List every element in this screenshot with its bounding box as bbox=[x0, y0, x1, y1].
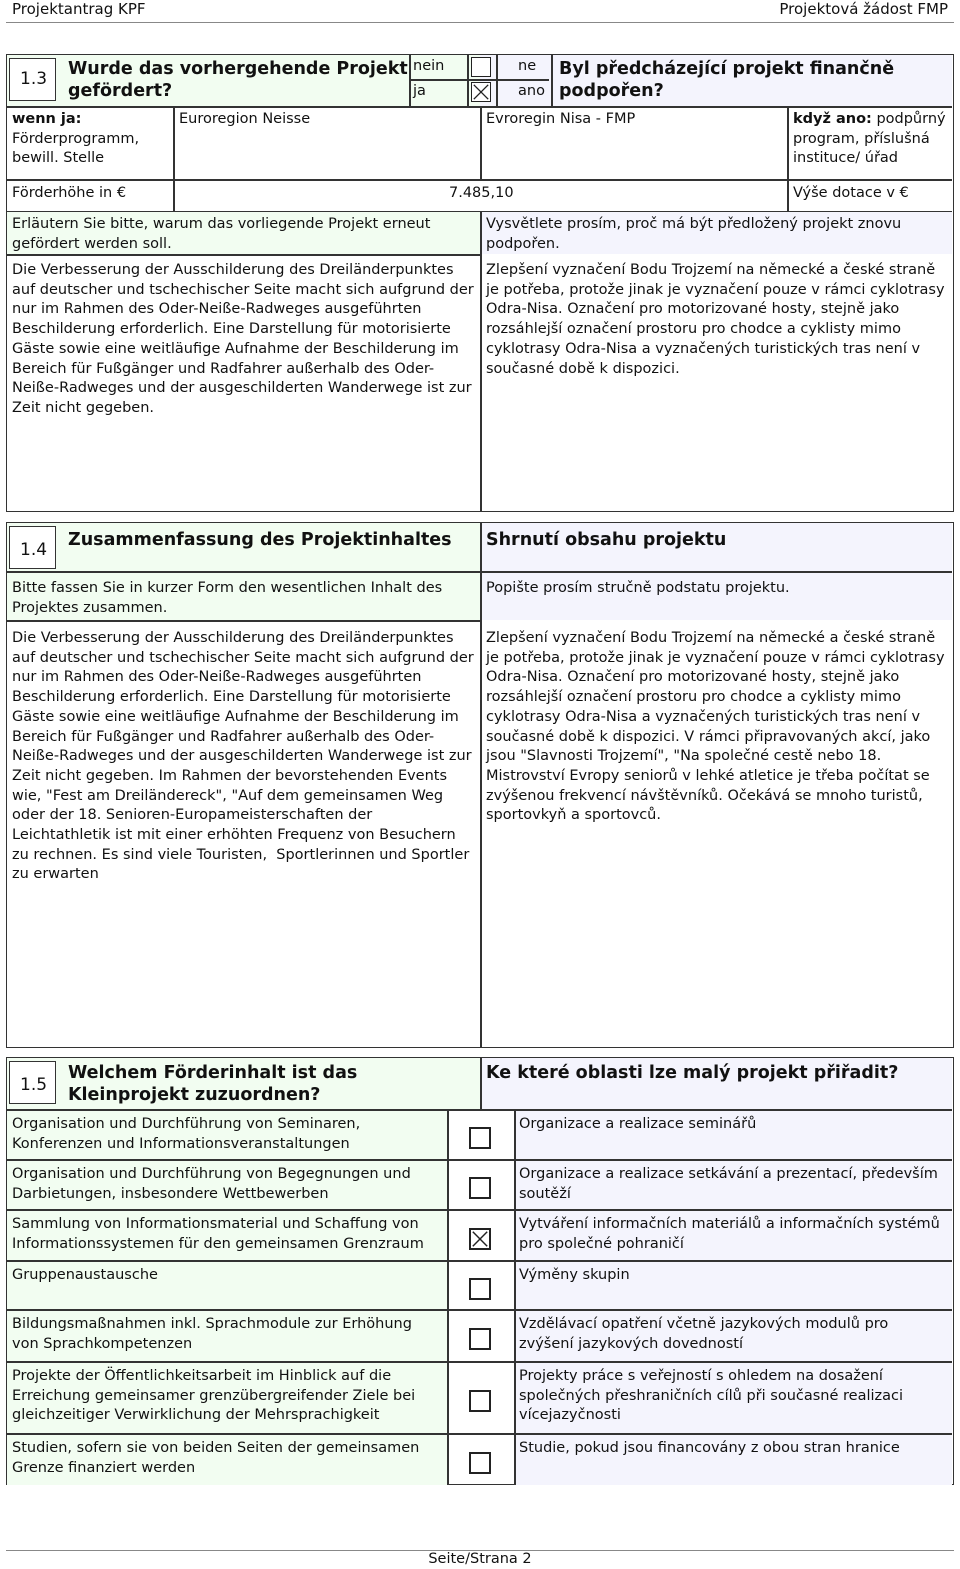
divider bbox=[514, 1433, 516, 1485]
header-left: Projektantrag KPF bbox=[12, 0, 146, 18]
section-number: 1.5 bbox=[20, 1075, 48, 1095]
option-label-de: Bildungsmaßnahmen inkl. Sprachmodule zur Erhöhung von Sprachkompetenzen bbox=[12, 1316, 417, 1352]
divider bbox=[447, 1433, 449, 1485]
divider bbox=[480, 523, 482, 1047]
wenn-ja-rest: Förderprogramm, bewill. Stelle bbox=[12, 130, 144, 167]
divider bbox=[480, 1058, 482, 1109]
header-rule bbox=[6, 22, 954, 23]
checkbox-ja[interactable] bbox=[471, 82, 491, 102]
option-label-de: Sammlung von Informationsmaterial und Schaffung von Informationssystemen für den gemeinsamen Grenzraum bbox=[12, 1216, 424, 1252]
s13-body-cz: Zlepšení vyznačení Bodu Trojzemí na německé a české straně je potřeba, protože jinak je vyznačení pouze v rámci cyklotrasy Odra-Nisa. Označení pro motorizované hosty, stejně jako rozsáhlejší označení prostoru pro chodce a cyklisty mimo cyklotrasy Odra-Nisa a vyznačených turistických tras není v současné době k dispozici. bbox=[486, 262, 950, 377]
s14-body-de: Die Verbesserung der Ausschilderung des Dreiländerpunktes auf deutscher und tschechischer Seite macht sich aufgrund der nur im Rahmen des Oder-Neiße-Radweges ausgeführten Beschilderung erforderlich. Eine Darstellung für motorisierte Gäste sowie eine weitläufige Aufnahme der Beschilderung im Bereich für Fußgänger und Radfahrer außerhalb des Oder-Neiße-Radweges und der ausgeschilderten Wanderwege ist zur Zeit nicht gegeben. Im Rahmen der bevorstehenden Events wie, "Fest am Dreiländereck", "Auf dem gemeinsamen Weg oder der 18. Senioren-Europameisterschaften der Leichtathletik ist mit einer erhöhten Frequenz von Besuchern zu rechnen. Es sind viele Touristen, Sportlerinnen und Sportler zu erwarten bbox=[12, 630, 479, 883]
section-number-box bbox=[9, 526, 56, 569]
s14-title-de: Zusammenfassung des Projektinhaltes bbox=[68, 530, 452, 550]
divider bbox=[551, 55, 553, 106]
option-label-cz: Vytváření informačních materiálů a informačních systémů pro společné pohraničí bbox=[519, 1216, 945, 1252]
divider bbox=[7, 620, 480, 622]
divider bbox=[514, 1159, 516, 1209]
divider bbox=[409, 79, 549, 81]
ja-label: ja bbox=[413, 83, 426, 99]
s13-question-de: Wurde das vorhergehende Projekt gefördert? bbox=[68, 59, 408, 101]
divider bbox=[173, 179, 175, 211]
program-de: Euroregion Neisse bbox=[179, 111, 311, 127]
x-mark-icon bbox=[472, 83, 490, 101]
foerderhoehe-value: 7.485,10 bbox=[449, 185, 514, 201]
ano-label: ano bbox=[518, 83, 545, 99]
option-label-cz: Vzdělávací opatření včetně jazykových modulů pro zvýšení jazykových dovedností bbox=[519, 1316, 893, 1352]
kdyz-ano-bold: když ano: bbox=[793, 111, 872, 127]
option-label-cz: Studie, pokud jsou financovány z obou stran hranice bbox=[519, 1440, 900, 1456]
option-checkbox[interactable] bbox=[469, 1452, 491, 1474]
divider bbox=[496, 55, 498, 106]
divider bbox=[7, 254, 480, 256]
vysvetlete-instruction: Vysvětlete prosím, proč má být předložený projekt znovu podpořen. bbox=[486, 216, 906, 252]
s14-body-cz: Zlepšení vyznačení Bodu Trojzemí na německé a české straně je potřeba, protože jinak je vyznačení pouze v rámci cyklotrasy Odra-Nisa. Označení pro motorizované hosty, stejně jako rozsáhlejší označení prostoru pro chodce a cyklisty mimo cyklotrasy Odra-Nisa a vyznačených turistických tras není v současné době k dispozici. V rámci připravovaných akcí, jako jsou "Slavnosti Trojzemí", "Na společné cestě nebo 18. Mistrovství Evropy seniorů v lehké atletice je třeba počítat se zvýšenou frekvencí návštěvníků. Očekává se mnoho turistů, sportovkyň a sportovců. bbox=[486, 630, 950, 824]
divider bbox=[480, 211, 482, 511]
option-label-de: Gruppenaustausche bbox=[12, 1267, 158, 1283]
foerderhoehe-label: Förderhöhe in € bbox=[12, 185, 127, 201]
s14-instruction-de: Bitte fassen Sie in kurzer Form den wesentlichen Inhalt des Projektes zusammen. bbox=[12, 580, 447, 616]
wenn-ja-bold: wenn ja: bbox=[12, 111, 82, 127]
option-label-de: Projekte der Öffentlichkeitsarbeit im Hinblick auf die Erreichung gemeinsamer grenzübergreifender Ziele bei gleichzeitiger Verwirklichung der Mehrsprachigkeit bbox=[12, 1368, 420, 1424]
section-1-4 bbox=[6, 522, 954, 1048]
option-label-cz: Organizace a realizace seminářů bbox=[519, 1116, 757, 1132]
divider bbox=[409, 55, 411, 106]
option-checkbox[interactable] bbox=[469, 1177, 491, 1199]
x-mark-icon bbox=[471, 1230, 489, 1248]
section-number: 1.3 bbox=[20, 69, 48, 89]
s13-question-cz: Byl předcházející projekt finančně podpořen? bbox=[559, 59, 895, 101]
divider bbox=[7, 179, 952, 181]
program-cz: Evroregin Nisa - FMP bbox=[486, 111, 636, 127]
vyse-dotace-label: Výše dotace v € bbox=[793, 185, 909, 201]
option-label-cz: Organizace a realizace setkávání a prezentací, především soutěží bbox=[519, 1166, 943, 1202]
section-1-3 bbox=[6, 54, 954, 512]
checkbox-nein[interactable] bbox=[471, 57, 491, 77]
divider bbox=[447, 1309, 449, 1361]
section-1-5 bbox=[6, 1057, 954, 1485]
kdyz-ano-rest: podpůrný program, příslušná instituce/ úřad bbox=[793, 111, 951, 167]
option-label-de: Studien, sofern sie von beiden Seiten der gemeinsamen Grenze finanziert werden bbox=[12, 1440, 424, 1476]
s15-title-cz: Ke které oblasti lze malý projekt přiřadit? bbox=[486, 1063, 899, 1083]
divider bbox=[467, 55, 469, 106]
divider bbox=[514, 1109, 516, 1159]
nein-label: nein bbox=[413, 58, 445, 74]
option-checkbox[interactable] bbox=[469, 1278, 491, 1300]
option-label-de: Organisation und Durchführung von Begegnungen und Darbietungen, insbesondere Wettbewerben bbox=[12, 1166, 416, 1202]
option-checkbox[interactable] bbox=[469, 1127, 491, 1149]
section-number-box bbox=[9, 58, 56, 101]
ne-label: ne bbox=[518, 58, 537, 74]
divider bbox=[447, 1209, 449, 1260]
s14-instruction-cz: Popište prosím stručně podstatu projektu. bbox=[486, 580, 790, 596]
header-right: Projektová žádost FMP bbox=[779, 0, 948, 18]
divider bbox=[514, 1309, 516, 1361]
s13-body-de: Die Verbesserung der Ausschilderung des Dreiländerpunktes auf deutscher und tschechischer Seite macht sich aufgrund der nur im Rahmen des Oder-Neiße-Radweges ausgeführten Beschilderung erforderlich. Eine Darstellung für motorisierte Gäste sowie eine weitläufige Aufnahme der Beschilderung im Bereich für Fußgänger und Radfahrer außerhalb des Oder-Neiße-Radweges und der ausgeschilderten Wanderwege ist zur Zeit nicht gegeben. bbox=[12, 262, 479, 416]
option-label-de: Organisation und Durchführung von Seminaren, Konferenzen und Informationsveranstaltungen bbox=[12, 1116, 365, 1152]
option-checkbox[interactable] bbox=[469, 1390, 491, 1412]
section-number-box bbox=[9, 1061, 56, 1104]
divider bbox=[480, 106, 482, 179]
divider bbox=[447, 1159, 449, 1209]
divider bbox=[173, 106, 175, 179]
wenn-ja-cell bbox=[12, 110, 162, 169]
divider bbox=[514, 1209, 516, 1260]
option-label-cz: Projekty práce s veřejností s ohledem na dosažení společných přeshraničních cílů při současné realizaci vícejazyčnosti bbox=[519, 1368, 908, 1424]
kdyz-ano-cell bbox=[793, 110, 953, 169]
divider bbox=[514, 1361, 516, 1433]
divider bbox=[514, 1260, 516, 1309]
divider bbox=[787, 106, 789, 179]
divider bbox=[787, 179, 789, 211]
erlaeutern-instruction: Erläutern Sie bitte, warum das vorliegende Projekt erneut gefördert werden soll. bbox=[12, 216, 436, 252]
footer-page: Seite/Strana 2 bbox=[428, 1551, 532, 1567]
divider bbox=[447, 1109, 449, 1159]
option-label-cz: Výměny skupin bbox=[519, 1267, 630, 1283]
option-checkbox[interactable] bbox=[469, 1328, 491, 1350]
divider bbox=[447, 1361, 449, 1433]
s15-title-de: Welchem Förderinhalt ist das Kleinprojekt zuzuordnen? bbox=[68, 1063, 358, 1105]
s14-title-cz: Shrnutí obsahu projektu bbox=[486, 530, 727, 550]
option-checkbox[interactable] bbox=[469, 1228, 491, 1250]
divider bbox=[447, 1260, 449, 1309]
section-number: 1.4 bbox=[20, 540, 48, 560]
